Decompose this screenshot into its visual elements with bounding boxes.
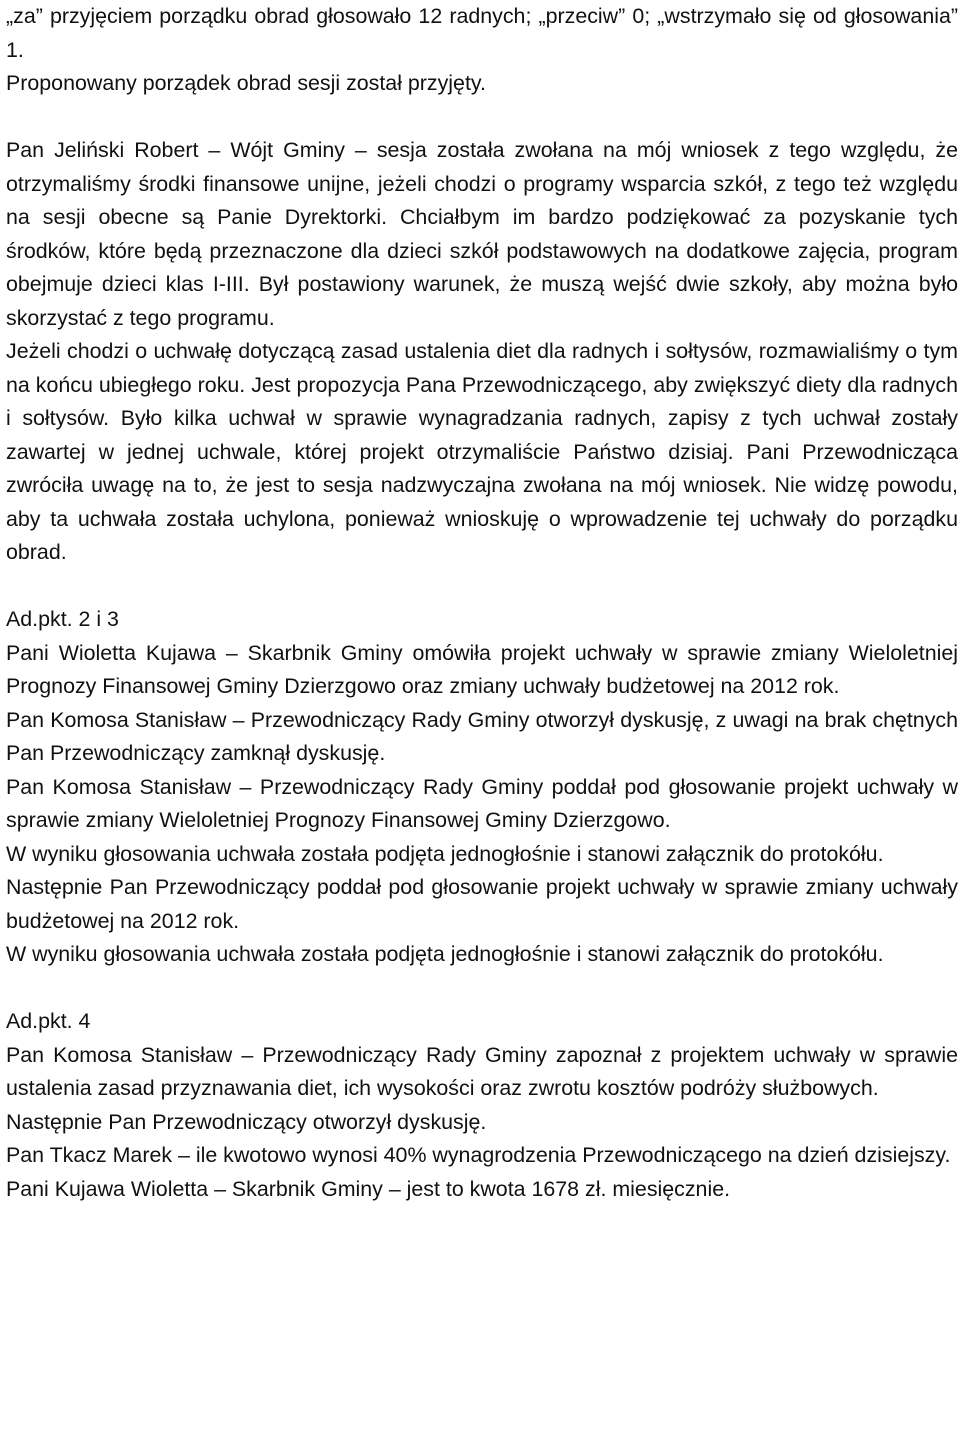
paragraph-diet-project: Pan Komosa Stanisław – Przewodniczący Rady Gminy zapoznał z projektem uchwały w sprawie ustalenia zasad przyznawania diet, ich wysokości oraz zwrotu kosztów podróży służbowych.: [6, 1042, 958, 1100]
paragraph-agenda-accepted: Proponowany porządek obrad sesji został przyjęty.: [6, 71, 486, 95]
paragraph-vote-budget: Następnie Pan Przewodniczący poddał pod głosowanie projekt uchwały w sprawie zmiany uchwały budżetowej na 2012 rok.: [6, 875, 958, 933]
blank-line: [6, 101, 958, 135]
paragraph-wojt-statement: Pan Jeliński Robert – Wójt Gminy – sesja została zwołana na mój wniosek z tego względu, że otrzymaliśmy środki finansowe unijne, jeżeli chodzi o programy wsparcia szkół, z tego też względu na sesji obecne są Panie Dyrektorki. Chciałbym im bardzo podziękować za pozyskanie tych środków, które będą przeznaczone dla dzieci szkół podstawowych na dodatkowe zajęcia, program obejmuje dzieci klas I-III. Był postawiony warunek, że muszą wejść dwie szkoły, aby można było skorzystać z tego programu.: [6, 138, 958, 330]
heading-point-4: Ad.pkt. 4: [6, 1009, 91, 1033]
paragraph-discussion-opened: Pan Komosa Stanisław – Przewodniczący Rady Gminy otworzył dyskusję, z uwagi na brak chętnych Pan Przewodniczący zamknął dyskusję.: [6, 707, 958, 765]
paragraph-skarbnik-presentation: Pani Wioletta Kujawa – Skarbnik Gminy omówiła projekt uchwały w sprawie zmiany Wieloletniej Prognozy Finansowej Gminy Dzierzgowo oraz zmiany uchwały budżetowej na 2012 rok.: [6, 640, 958, 698]
heading-point-2-3: Ad.pkt. 2 i 3: [6, 607, 119, 631]
paragraph-vote-result-wpf: W wyniku głosowania uchwała została podjęta jednogłośnie i stanowi załącznik do protokółu.: [6, 841, 884, 866]
paragraph-tkacz-question: Pan Tkacz Marek – ile kwotowo wynosi 40% wynagrodzenia Przewodniczącego na dzień dzisiejszy.: [6, 1143, 951, 1167]
paragraph-discussion-opened-2: Następnie Pan Przewodniczący otworzył dyskusję.: [6, 1109, 487, 1134]
blank-line: [6, 570, 958, 604]
paragraph-vote-wpf: Pan Komosa Stanisław – Przewodniczący Rady Gminy poddał pod głosowanie projekt uchwały w sprawie zmiany Wieloletniej Prognozy Finansowej Gminy Dzierzgowo.: [6, 774, 958, 832]
document-page: [6, 0, 958, 1206]
blank-line: [6, 972, 958, 1006]
paragraph-vote-result-budget: W wyniku głosowania uchwała została podjęta jednogłośnie i stanowi załącznik do protokółu.: [6, 942, 884, 966]
paragraph-kujawa-answer: Pani Kujawa Wioletta – Skarbnik Gminy – jest to kwota 1678 zł. miesięcznie.: [6, 1176, 731, 1201]
paragraph-vote-result: „za” przyjęciem porządku obrad głosowało 12 radnych; „przeciw” 0; „wstrzymało się od głosowania” 1.: [6, 4, 958, 62]
paragraph-diet-resolution: Jeżeli chodzi o uchwałę dotyczącą zasad ustalenia diet dla radnych i sołtysów, rozmawialiśmy o tym na końcu ubiegłego roku. Jest propozycja Pana Przewodniczącego, aby zwiększyć diety dla radnych i sołtysów. Było kilka uchwał w sprawie wynagradzania radnych, zapisy z tych uchwał zostały zawartej w jednej uchwale, której projekt otrzymaliście Państwo dzisiaj. Pani Przewodnicząca zwróciła uwagę na to, że jest to sesja nadzwyczajna zwołana na mój wniosek. Nie widzę powodu, aby ta uchwała została uchylona, ponieważ wnioskuję o wprowadzenie tej uchwały do porządku obrad.: [6, 339, 958, 564]
